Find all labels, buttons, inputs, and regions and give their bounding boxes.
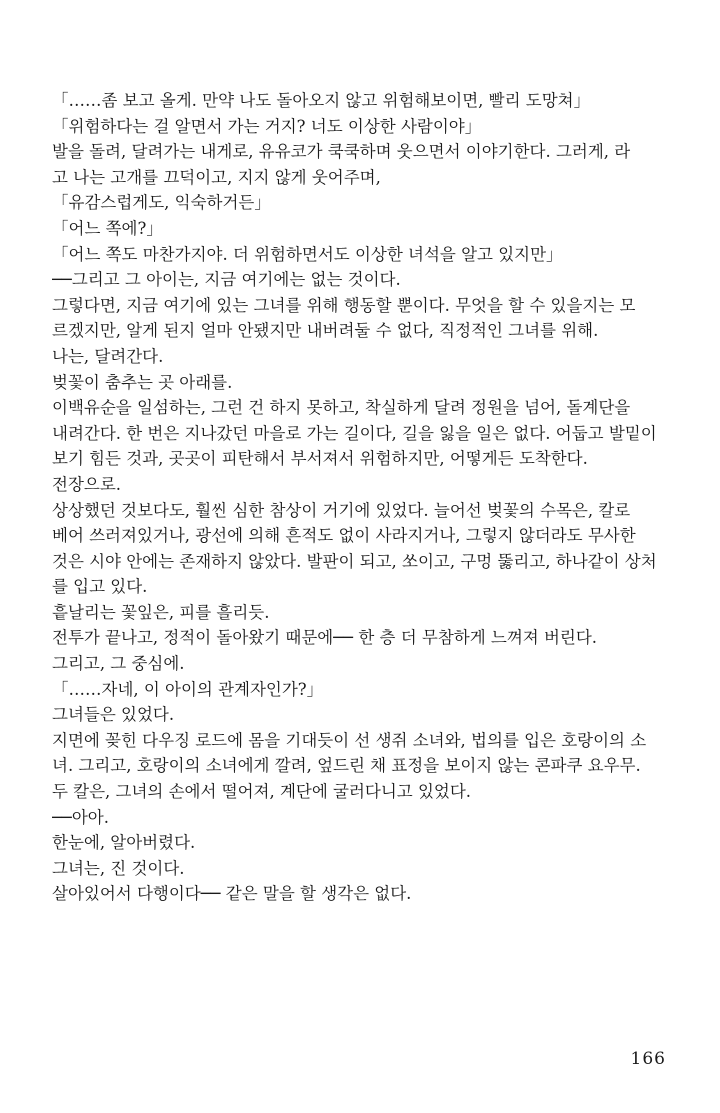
text-line: 「유감스럽게도, 익숙하거든」: [52, 193, 271, 213]
text-line: 를 입고 있다.: [52, 577, 148, 597]
text-line: ──아아.: [52, 807, 109, 827]
text-line: 벚꽃이 춤추는 곳 아래를.: [52, 372, 233, 392]
text-line: 한눈에, 알아버렸다.: [52, 833, 196, 853]
text-line: 그렇다면, 지금 여기에 있는 그녀를 위해 행동할 뿐이다. 무엇을 할 수 있을지는 모: [52, 295, 636, 315]
text-line: 「위험하다는 걸 알면서 가는 거지? 너도 이상한 사람이야」: [52, 116, 482, 136]
text-line: 르겠지만, 알게 된지 얼마 안됐지만 내버려둘 수 없다, 직정적인 그녀를 위해.: [52, 321, 599, 341]
text-line: 「……자네, 이 아이의 관계자인가?」: [52, 679, 324, 699]
text-line: 전장으로.: [52, 474, 122, 494]
text-line: 보기 힘든 것과, 곳곳이 피탄해서 부서져서 위험하지만, 어떻게든 도착한다.: [52, 449, 588, 469]
text-line: 두 칼은, 그녀의 손에서 떨어져, 계단에 굴러다니고 있었다.: [52, 782, 472, 802]
page-number: 166: [630, 1049, 666, 1069]
text-line: 「어느 쪽도 마찬가지야. 더 위험하면서도 이상한 녀석을 알고 있지만」: [52, 244, 563, 264]
text-line: 것은 시야 안에는 존재하지 않았다. 발판이 되고, 쏘이고, 구멍 뚫리고, 하나같이 상처: [52, 551, 657, 571]
text-line: ──그리고 그 아이는, 지금 여기에는 없는 것이다.: [52, 270, 401, 290]
text-line: 지면에 꽂힌 다우징 로드에 몸을 기대듯이 선 생쥐 소녀와, 법의를 입은 호랑이의 소: [52, 730, 647, 750]
text-line: 나는, 달려간다.: [52, 346, 164, 366]
text-line: 「어느 쪽에?」: [52, 218, 163, 238]
body-text: [52, 88, 674, 907]
text-line: 상상했던 것보다도, 훨씬 심한 참상이 거기에 있었다. 늘어선 벚꽃의 수목은, 칼로: [52, 500, 631, 520]
text-line: 그녀들은 있었다.: [52, 705, 175, 725]
text-line: 이백유순을 일섬하는, 그런 건 하지 못하고, 착실하게 달려 정원을 넘어, 돌계단을: [52, 398, 631, 418]
text-line: 내려간다. 한 번은 지나갔던 마을로 가는 길이다, 길을 잃을 일은 없다. 어둡고 발밑이: [52, 423, 657, 443]
text-line: 살아있어서 다행이다── 같은 말을 할 생각은 없다.: [52, 884, 412, 904]
text-line: 녀. 그리고, 호랑이의 소녀에게 깔려, 엎드린 채 표정을 보이지 않는 콘파쿠 요우무.: [52, 756, 641, 776]
text-line: 베어 쓰러져있거나, 광선에 의해 흔적도 없이 사라지거나, 그렇지 않더라도 무사한: [52, 526, 636, 546]
text-line: 흩날리는 꽃잎은, 피를 흘리듯.: [52, 602, 270, 622]
text-line: 그리고, 그 중심에.: [52, 654, 185, 674]
text-line: 고 나는 고개를 끄덕이고, 지지 않게 웃어주며,: [52, 167, 381, 187]
text-line: 전투가 끝나고, 정적이 돌아왔기 때문에── 한 층 더 무참하게 느껴져 버린다.: [52, 628, 598, 648]
text-line: 「……좀 보고 올게. 만약 나도 돌아오지 않고 위험해보이면, 빨리 도망쳐」: [52, 91, 591, 110]
text-line: 발을 돌려, 달려가는 내게로, 유유코가 쿡쿡하며 웃으면서 이야기한다. 그러게, 라: [52, 142, 631, 162]
text-line: 그녀는, 진 것이다.: [52, 858, 185, 878]
